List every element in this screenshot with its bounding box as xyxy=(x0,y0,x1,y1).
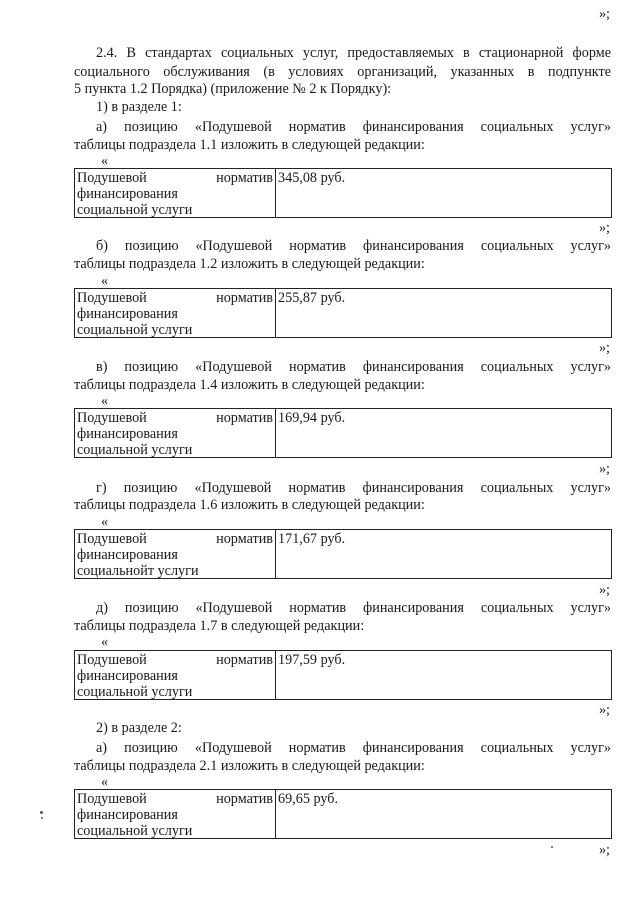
name-word-1: Подушевой xyxy=(77,531,147,547)
item-2-value-cell xyxy=(276,289,612,338)
item-6-line-1: а) позицию «Подушевой норматив финансирования социальных услуг» xyxy=(96,740,611,756)
item-6-value: 69,65 руб. xyxy=(278,791,339,807)
item-3-line-2: таблицы подраздела 1.4 изложить в следующей редакции: xyxy=(74,377,425,393)
name-line-3: социальной услуги xyxy=(77,442,193,458)
item-3-close-quote: »; xyxy=(598,461,610,477)
section-1-heading: 1) в разделе 1: xyxy=(96,99,182,115)
item-5-table xyxy=(74,650,612,700)
item-1-name-cell xyxy=(75,169,276,218)
name-line-2: финансирования xyxy=(77,668,178,684)
top-closing-quote: »; xyxy=(598,6,610,22)
item-4-name-cell xyxy=(75,530,276,579)
name-word-1: Подушевой xyxy=(77,290,147,306)
name-line-3: социальной услуги xyxy=(77,322,193,338)
item-6-close-quote: »; xyxy=(598,842,610,858)
name-word-2: норматив xyxy=(216,791,273,807)
name-word-1: Подушевой xyxy=(77,170,147,186)
item-5-open-quote: « xyxy=(101,634,109,650)
intro-line-2: социального обслуживания (в условиях организаций, указанных в подпункте xyxy=(74,64,611,80)
item-6-line-2: таблицы подраздела 2.1 изложить в следующей редакции: xyxy=(74,758,425,774)
item-5-value-cell xyxy=(276,651,612,700)
item-6-table xyxy=(74,789,612,839)
item-2-name-cell xyxy=(75,289,276,338)
scan-speck xyxy=(41,817,43,819)
item-6-open-quote: « xyxy=(101,774,109,790)
item-4-table xyxy=(74,529,612,579)
name-word-2: норматив xyxy=(216,652,273,668)
name-word-1: Подушевой xyxy=(77,791,147,807)
name-line-2: финансирования xyxy=(77,306,178,322)
item-4-value-cell xyxy=(276,530,612,579)
item-3-value: 169,94 руб. xyxy=(278,410,346,426)
item-5-line-2: таблицы подраздела 1.7 в следующей редакции: xyxy=(74,618,365,634)
item-1-open-quote: « xyxy=(101,153,109,169)
item-5-line-1: д) позицию «Подушевой норматив финансирования социальных услуг» xyxy=(96,600,611,616)
item-1-line-1: а) позицию «Подушевой норматив финансирования социальных услуг» xyxy=(96,119,611,135)
name-line-3: социальной услуги xyxy=(77,823,193,839)
name-line-2: финансирования xyxy=(77,807,178,823)
item-6-name-cell xyxy=(75,790,276,839)
item-4-close-quote: »; xyxy=(598,582,610,598)
name-word-1: Подушевой xyxy=(77,652,147,668)
section-2-heading: 2) в разделе 2: xyxy=(96,720,182,736)
item-2-open-quote: « xyxy=(101,273,109,289)
name-line-3: социальной услуги xyxy=(77,684,193,700)
scan-speck xyxy=(551,846,553,848)
item-2-line-1: б) позицию «Подушевой норматив финансирования социальных услуг» xyxy=(96,238,611,254)
item-2-value: 255,87 руб. xyxy=(278,290,346,306)
name-line-2: финансирования xyxy=(77,186,178,202)
name-line-3: социальной услуги xyxy=(77,202,193,218)
item-5-close-quote: »; xyxy=(598,702,610,718)
name-line-2: финансирования xyxy=(77,547,178,563)
item-5-value: 197,59 руб. xyxy=(278,652,346,668)
item-1-line-2: таблицы подраздела 1.1 изложить в следующей редакции: xyxy=(74,137,425,153)
item-3-open-quote: « xyxy=(101,393,109,409)
name-word-2: норматив xyxy=(216,170,273,186)
item-4-line-2: таблицы подраздела 1.6 изложить в следующей редакции: xyxy=(74,497,425,513)
item-2-line-2: таблицы подраздела 1.2 изложить в следующей редакции: xyxy=(74,256,425,272)
item-4-line-1: г) позицию «Подушевой норматив финансирования социальных услуг» xyxy=(96,480,611,496)
item-4-value: 171,67 руб. xyxy=(278,531,346,547)
scan-speck xyxy=(40,811,43,814)
name-word-2: норматив xyxy=(216,531,273,547)
item-3-table xyxy=(74,408,612,458)
name-word-2: норматив xyxy=(216,410,273,426)
item-3-name-cell xyxy=(75,409,276,458)
name-line-2: финансирования xyxy=(77,426,178,442)
name-line-3: социальнойт услуги xyxy=(77,563,199,579)
name-word-1: Подушевой xyxy=(77,410,147,426)
intro-line-1: 2.4. В стандартах социальных услуг, предоставляемых в стационарной форме xyxy=(96,45,611,61)
item-3-line-1: в) позицию «Подушевой норматив финансирования социальных услуг» xyxy=(96,359,611,375)
item-1-close-quote: »; xyxy=(598,220,610,236)
item-6-value-cell xyxy=(276,790,612,839)
item-4-open-quote: « xyxy=(101,514,109,530)
item-3-value-cell xyxy=(276,409,612,458)
name-word-2: норматив xyxy=(216,290,273,306)
item-1-value-cell xyxy=(276,169,612,218)
item-2-table xyxy=(74,288,612,338)
item-5-name-cell xyxy=(75,651,276,700)
item-2-close-quote: »; xyxy=(598,340,610,356)
item-1-value: 345,08 руб. xyxy=(278,170,346,186)
item-1-table xyxy=(74,168,612,218)
intro-line-3: 5 пункта 1.2 Порядка) (приложение № 2 к Порядку): xyxy=(74,81,392,97)
